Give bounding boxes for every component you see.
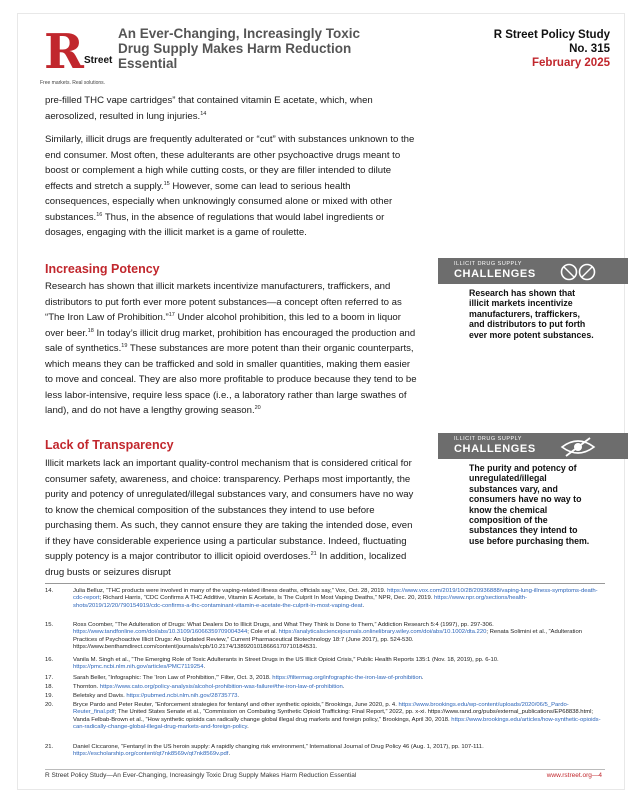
- footnote-link[interactable]: https://www.brookings.edu/articles/how-synthetic-opioids-can-radically-change-global-illegal-drug-markets-and-foreign-policy: [73, 716, 601, 731]
- footnote-link[interactable]: https://www.npr.org/sections/health-shots/2019/12/20/790154919/cdc-confirms-a-thc-contaminant-vitamin-e-acetate-the-culprit-in-most-vaping-deat: [73, 595, 528, 609]
- footnote-number: 20.: [45, 702, 54, 708]
- footnote-ref[interactable]: 16: [96, 211, 103, 218]
- sidebar-text-1: Research has shown that illicit markets incentivize manufacturers, traffickers, and distributors to put forth ever more potent substances.: [469, 288, 594, 340]
- footnote-19: [45, 693, 601, 700]
- paragraph-2-text: Similarly, illicit drugs are frequently adulterated or “cut” with substances unknown to the end consumer. Most often, these adulterants are other psychoactive drugs meant to boost or complement a high while cutting costs, or they are filler intended to dilute effects and stretch a supply.: [45, 134, 415, 192]
- series-number: No. 315: [569, 43, 610, 55]
- footnote-text: .: [342, 684, 345, 690]
- paragraph-3-text: Research has shown that illicit markets incentivize manufacturers, traffickers, and distributors to put forth ever more potent substances—a concept often referred to as “The Iron Law of Prohibition.”: [45, 281, 402, 323]
- paragraph-3-text: Under alcohol prohibition, this led to a boom in liquor over beer.: [45, 312, 401, 339]
- footnote-17: [45, 675, 601, 682]
- footer-citation: R Street Policy Study—An Ever-Changing, Increasingly Toxic Drug Supply Makes Harm Reduction Essential: [45, 772, 357, 779]
- footnote-text: .: [237, 693, 240, 699]
- footer-page-link[interactable]: www.rstreet.org—4: [546, 772, 602, 779]
- footnote-link[interactable]: https://pubmed.ncbi.nlm.nih.gov/28735773: [126, 693, 238, 699]
- footnote-text: Vanila M. Singh et al., “The Emerging Role of Toxic Adulterants in Street Drugs in the US Illicit Opioid Crisis,” Public Health Reports 135:1 (Nov. 18, 2019), pp. 6-10.: [73, 657, 499, 663]
- footnote-text: Bryce Pardo and Peter Reuter, “Enforcement strategies for fentanyl and other synthetic opioids,” Brookings, June 2020, p. 4.: [73, 702, 399, 708]
- section-heading-transparency: Lack of Transparency: [45, 438, 174, 452]
- sidebar-kicker: ILLICIT DRUG SUPPLY: [454, 261, 522, 267]
- paragraph-2-text: However, some can lead to serious health consequences, especially when unknowingly consumed alone or mixed with other substances.: [45, 180, 393, 223]
- footnote-14: [45, 588, 601, 610]
- paragraph-2: [45, 132, 417, 241]
- footnote-text: .: [203, 664, 206, 671]
- footnote-ref[interactable]: 21: [310, 550, 317, 557]
- footnote-21: [45, 744, 601, 759]
- footnote-divider: [45, 583, 605, 584]
- footnote-number: 19.: [45, 693, 54, 699]
- footnote-link[interactable]: https://filtermag.org/infographic-the-iron-law-of-prohibition: [272, 675, 422, 681]
- footer-divider: [45, 769, 605, 770]
- logo-tagline: Free markets. Real solutions.: [40, 80, 106, 86]
- paragraph-2-text: Thus, in the absence of regulations that would label ingredients or dosages, engaging with the illicit market is a game of roulette.: [45, 211, 385, 238]
- sidebar-label: CHALLENGES: [454, 268, 536, 280]
- footnote-text: Julia Belluz, “THC products were involved in many of the vaping-related illness deaths, officials say,” Vox, Oct. 28, 2019.: [73, 588, 388, 594]
- footnote-number: 16.: [45, 657, 54, 663]
- footnote-number: 17.: [45, 675, 54, 681]
- sidebar-banner-2: [438, 433, 628, 459]
- document-title: An Ever-Changing, Increasingly Toxic Drug Supply Makes Harm Reduction Essential: [118, 26, 361, 71]
- footnote-number: 18.: [45, 684, 54, 690]
- paragraph-3-text: These substances are more potent than their organic counterparts, which means they can be trafficked and sold in smaller quantities, making them easier to move and conceal. They are also more profitable to produce because they tend to be less labor-intensive, require less space (i.e., a laboratory rather than large swathes of land), and do not have a lengthy growing season.: [45, 343, 417, 416]
- footnote-link[interactable]: https://analyticalsciencejournals.onlinelibrary.wiley.com/doi/abs/10.1002/dta.220: [278, 629, 487, 636]
- footnote-link[interactable]: https://www.cato.org/policy-analysis/alcohol-prohibition-was-failure#the-iron-law-of-prohibition: [99, 684, 343, 690]
- footnote-ref[interactable]: 14: [200, 110, 207, 117]
- series-block: [494, 28, 610, 70]
- footnote-text: ; Renata Solimini et al., “Adulteration Practices of Psychoactive Illicit Drugs: An Updated Review,” Current Pharmaceutical Biotechnology 18:7 (June 2017), pp. 524-530. https://www.benthamdirect.com/content/journals/cpb/10.2174/1389201018666170710184531.: [73, 629, 582, 651]
- paragraph-4: [45, 456, 417, 580]
- footnote-text: Daniel Ciccarone, “Fentanyl in the US heroin supply: A rapidly changing risk environment,” International Journal of Drug Policy 46 (Aug. 1, 2017), pp. 107-111.: [73, 744, 484, 750]
- footnote-number: 21.: [45, 744, 54, 750]
- footnote-link[interactable]: https://www.brookings.edu/wp-content/uploads/2020/06/5_Pardo-Reuter_final.pdf: [73, 702, 569, 716]
- sidebar-label: CHALLENGES: [454, 443, 536, 455]
- paragraph-1: [45, 93, 415, 124]
- footnote-text: Beletsky and Davis.: [73, 693, 127, 699]
- paragraph-1-text: pre-filled THC vape cartridges” that contained vitamin E acetate, which, when aerosolized, resulted in lung injuries.: [45, 95, 373, 122]
- footnote-link[interactable]: https://pmc.ncbi.nlm.nih.gov/articles/PMC7119254: [73, 664, 204, 671]
- footnote-text: Ross Coomber, “The Adulteration of Drugs: What Dealers Do to Illicit Drugs, and What They Think is Done to Them,” Addiction Research 5:4 (1997), pp. 297-306.: [73, 622, 494, 628]
- footnote-20: [45, 702, 601, 732]
- logo-letter: R: [44, 24, 84, 80]
- section-heading-potency: Increasing Potency: [45, 262, 160, 276]
- sidebar-banner-1: [438, 258, 628, 284]
- footnote-text: Sarah Beller, “Infographic: The ‘Iron Law of Prohibition,’” Filter, Oct. 3, 2018.: [73, 675, 273, 681]
- footnote-number: 14.: [45, 588, 54, 594]
- paragraph-4-text: In addition, localized drug busts or seizures disrupt: [45, 551, 407, 578]
- logo-word: Street: [84, 55, 113, 66]
- footnote-link[interactable]: https://escholarship.org/content/qt7nk8569v/qt7nk8569v.pdf: [73, 751, 229, 758]
- footnote-text: ; Richard Harris, “CDC Confirms A THC Additive, Vitamin E Acetate, Is The Culprit In Most Vaping Deaths,” NPR, Dec. 20, 2019.: [99, 595, 435, 602]
- pills-icon: [558, 261, 598, 283]
- footnote-ref[interactable]: 18: [87, 327, 94, 334]
- sidebar-text-2: The purity and potency of unregulated/illegal substances vary, and consumers have no way to know the chemical composition of the substances they intend to use before purchasing them.: [469, 463, 590, 546]
- paragraph-3: [45, 279, 419, 419]
- series-name: R Street Policy Study: [493, 29, 610, 41]
- footnote-text: ; Cole et al.: [247, 629, 279, 636]
- paragraph-4-text: Illicit markets lack an important quality-control mechanism that is considered critical for consumer safety, awareness, and choice: transparency. Perhaps most importantly, the purity and potency of unregulated/illegal substances vary, and consumers have no way to know the chemical composition of the substances they intend to use before purchasing them. As such, they cannot ensure they are taking the intended dose, even if they have considerable experience using a particular substance. Indeed, fluctuating supply potency is a major contributor to illicit opioid overdoses.: [45, 458, 414, 562]
- footnote-text: .: [362, 602, 365, 609]
- footnote-ref[interactable]: 17: [168, 311, 175, 318]
- hidden-eye-icon: [558, 436, 598, 458]
- footnote-number: 15.: [45, 622, 54, 628]
- footnote-link[interactable]: https://www.vox.com/2019/10/28/20936888/vaping-lung-illness-symptoms-death-cdc-report: [73, 588, 598, 602]
- footnote-text: ; The United States Senate et al., “Commission on Combating Synthetic Opioid Trafficking: Final Report,” 2022, pp. x-xi. https://www.rand.org/pubs/external_publications/EP68838.html; Vanda Felbab-Brown et al., “How synthetic opioids can radically change global illegal drug markets and foreign policy,” Brookings, April 30, 2018.: [73, 709, 594, 723]
- footnote-text: .: [247, 724, 249, 731]
- footnote-ref[interactable]: 19: [121, 342, 128, 349]
- footnote-text: Thornton.: [73, 684, 100, 690]
- footnote-ref[interactable]: 20: [254, 404, 261, 411]
- footnote-18: [45, 684, 601, 691]
- footnote-ref[interactable]: 15: [163, 180, 170, 187]
- series-date: February 2025: [532, 57, 610, 69]
- footnote-text: .: [228, 751, 231, 758]
- footnote-text: .: [421, 675, 424, 681]
- paragraph-3-text: In today’s illicit drug market, prohibition has encouraged the production and sale of synthetics.: [45, 327, 416, 354]
- footnote-16: [45, 657, 601, 672]
- footnote-link[interactable]: https://www.tandfonline.com/doi/abs/10.3109/16066359709004344: [73, 629, 248, 636]
- footnote-15: [45, 622, 601, 652]
- sidebar-kicker: ILLICIT DRUG SUPPLY: [454, 436, 522, 442]
